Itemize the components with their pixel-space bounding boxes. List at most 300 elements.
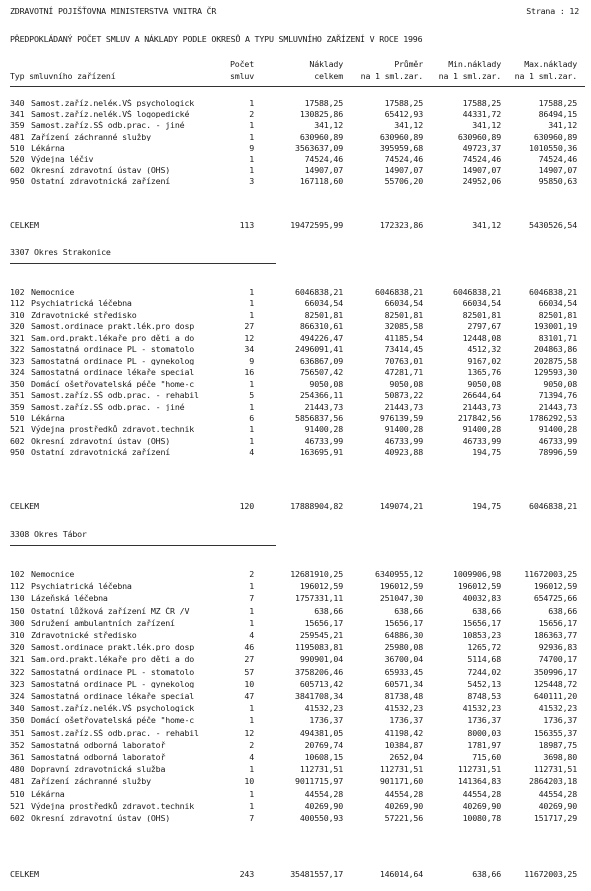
row-cost-total: 14907,07 xyxy=(304,165,343,176)
row-code: 102 xyxy=(10,287,25,297)
total-max: 6046838,21 xyxy=(529,501,577,511)
row-max: 44554,28 xyxy=(538,788,577,799)
row-avg: 6046838,21 xyxy=(375,287,423,297)
row-avg: 64886,30 xyxy=(384,630,423,640)
row-cost-total: 9050,08 xyxy=(309,378,343,389)
row-cost-total: 41532,23 xyxy=(304,703,343,714)
row-type-name: Výdejna prostředků zdravot.technik xyxy=(31,801,195,811)
col-avg-l1: Průměr xyxy=(394,59,423,69)
row-max: 40269,90 xyxy=(538,800,577,811)
row-avg: 15656,17 xyxy=(384,617,423,628)
row-type-name: Samost.zaříz.SŠ odb.prac. - rehabil xyxy=(31,728,199,737)
total-min: 341,12 xyxy=(472,220,501,230)
row-max: 204863,86 xyxy=(533,344,577,355)
row-cost-total: 630960,89 xyxy=(299,131,343,142)
row-max: 74524,46 xyxy=(538,154,577,164)
col-min-l1: Min.náklady xyxy=(448,59,501,69)
row-cost-total: 6046838,21 xyxy=(295,287,343,297)
row-min: 1781,97 xyxy=(467,739,501,750)
row-cost-total: 46733,99 xyxy=(304,435,343,446)
row-type-name: Samostatná ordinace PL - stomatolo xyxy=(31,667,195,676)
row-min: 1009906,98 xyxy=(453,569,501,579)
row-min: 49723,37 xyxy=(462,142,501,153)
row-count: 46 xyxy=(244,642,254,653)
row-cost-total: 9011715,97 xyxy=(295,776,343,787)
table-row xyxy=(0,582,591,593)
table-row xyxy=(0,414,591,425)
row-min: 1365,76 xyxy=(467,367,501,378)
row-max: 82501,81 xyxy=(538,309,577,320)
row-avg: 41532,23 xyxy=(384,703,423,714)
row-min: 8748,53 xyxy=(467,691,501,701)
row-type-name: Samostatná ordinace lékaře special xyxy=(31,368,195,377)
row-count: 1 xyxy=(249,120,254,131)
row-avg: 41185,54 xyxy=(384,332,423,343)
row-type-name: Samostatná odborná laboratoř xyxy=(31,753,166,762)
row-type-name: Samostatná ordinace PL - stomatolo xyxy=(31,345,195,354)
row-count: 1 xyxy=(249,309,254,320)
row-type-name: Sam.ord.prakt.lékaře pro děti a do xyxy=(31,655,195,664)
table-row xyxy=(0,643,591,654)
row-cost-total: 605713,42 xyxy=(299,678,343,689)
row-max: 9050,08 xyxy=(543,378,577,389)
row-min: 638,66 xyxy=(472,605,501,616)
row-max: 156355,37 xyxy=(533,727,577,738)
row-min: 12448,08 xyxy=(462,332,501,343)
row-avg: 41198,42 xyxy=(384,727,423,738)
row-avg: 91400,28 xyxy=(384,424,423,435)
row-cost-total: 12681910,25 xyxy=(290,569,343,579)
row-max: 151717,29 xyxy=(533,813,577,823)
total-label: CELKEM xyxy=(10,869,39,879)
row-type-name: Zdravotnické středisko xyxy=(31,631,137,640)
row-count: 1 xyxy=(249,715,254,726)
row-max: 630960,89 xyxy=(533,131,577,142)
row-min: 7244,02 xyxy=(467,666,501,677)
row-type-name: Psychiatrická léčebna xyxy=(31,582,132,591)
row-count: 57 xyxy=(244,666,254,677)
total-min: 194,75 xyxy=(472,501,501,511)
row-cost-total: 3841708,34 xyxy=(295,691,343,701)
row-min: 715,60 xyxy=(472,752,501,762)
row-code: 510 xyxy=(10,142,25,153)
row-count: 1 xyxy=(249,703,254,714)
table-row xyxy=(0,110,591,121)
row-min: 10080,78 xyxy=(462,813,501,823)
row-type-name: Domácí ošetřovatelská péče "home-c xyxy=(31,716,195,725)
row-count: 27 xyxy=(244,654,254,665)
row-cost-total: 638,66 xyxy=(314,605,343,616)
table-row xyxy=(0,631,591,642)
row-max: 18987,75 xyxy=(538,739,577,750)
table-row xyxy=(0,288,591,299)
row-cost-total: 40269,90 xyxy=(304,800,343,811)
row-max: 91400,28 xyxy=(538,424,577,435)
row-code: 322 xyxy=(10,666,25,677)
row-cost-total: 17588,25 xyxy=(304,98,343,108)
table-row xyxy=(0,619,591,630)
row-count: 7 xyxy=(249,593,254,604)
row-avg: 65412,93 xyxy=(384,109,423,120)
row-count: 1 xyxy=(249,764,254,775)
row-avg: 73414,45 xyxy=(384,344,423,355)
table-row xyxy=(0,357,591,368)
total-count: 113 xyxy=(239,220,254,230)
table-row xyxy=(0,380,591,391)
table-row xyxy=(0,692,591,703)
row-avg: 44554,28 xyxy=(384,788,423,799)
district-title: 3307 Okres Strakonice xyxy=(10,247,111,257)
row-type-name: Zařízení záchranné služby xyxy=(31,777,151,786)
row-count: 2 xyxy=(249,569,254,579)
row-min: 14907,07 xyxy=(462,165,501,176)
row-cost-total: 259545,21 xyxy=(299,630,343,640)
table-row xyxy=(0,594,591,605)
row-type-name: Lékárna xyxy=(31,789,65,798)
row-count: 6 xyxy=(249,412,254,423)
row-min: 1265,72 xyxy=(467,642,501,653)
row-max: 21443,73 xyxy=(538,401,577,412)
row-avg: 66034,54 xyxy=(384,298,423,309)
row-type-name: Okresní zdravotní ústav (OHS) xyxy=(31,814,171,823)
row-cost-total: 82501,81 xyxy=(304,309,343,320)
row-avg: 10384,87 xyxy=(384,739,423,750)
row-count: 1 xyxy=(249,154,254,164)
row-max: 202875,58 xyxy=(533,355,577,366)
organization-name: ZDRAVOTNÍ POJIŠŤOVNA MINISTERSTVA VNITRA ČR xyxy=(10,6,217,16)
row-min: 194,75 xyxy=(472,447,501,458)
row-cost-total: 112731,51 xyxy=(299,764,343,775)
row-code: 321 xyxy=(10,654,25,665)
row-min: 74524,46 xyxy=(462,154,501,164)
row-min: 15656,17 xyxy=(462,617,501,628)
row-avg: 638,66 xyxy=(394,605,423,616)
row-max: 193001,19 xyxy=(533,321,577,332)
row-count: 1 xyxy=(249,287,254,297)
col-count-l2: smluv xyxy=(230,71,254,81)
table-row xyxy=(0,391,591,402)
row-max: 3698,80 xyxy=(543,752,577,762)
total-row xyxy=(0,502,591,513)
row-min: 91400,28 xyxy=(462,424,501,435)
row-max: 112731,51 xyxy=(533,764,577,775)
row-type-name: Samost.zaříz.neléк.VŠ psychologick xyxy=(31,99,195,108)
row-type-name: Okresní zdravotní ústav (OHS) xyxy=(31,436,171,446)
total-max: 11672003,25 xyxy=(524,869,577,879)
row-avg: 21443,73 xyxy=(384,401,423,412)
row-max: 14907,07 xyxy=(538,165,577,176)
header-divider xyxy=(10,86,585,87)
row-max: 66034,54 xyxy=(538,298,577,309)
row-type-name: Nemocnice xyxy=(31,570,75,579)
row-code: 359 xyxy=(10,120,25,131)
row-count: 1 xyxy=(249,581,254,592)
row-avg: 17588,25 xyxy=(384,98,423,108)
row-cost-total: 167118,60 xyxy=(299,176,343,187)
row-avg: 32085,58 xyxy=(384,321,423,332)
table-row xyxy=(0,716,591,727)
row-min: 1736,37 xyxy=(467,715,501,726)
col-max-l2: na 1 sml.zar. xyxy=(514,71,577,81)
row-max: 46733,99 xyxy=(538,435,577,446)
row-type-name: Ostatní zdravotnická zařízení xyxy=(31,177,171,186)
row-max: 83101,71 xyxy=(538,332,577,343)
row-code: 359 xyxy=(10,401,25,412)
row-min: 44554,28 xyxy=(462,788,501,799)
row-count: 1 xyxy=(249,424,254,435)
district-underline xyxy=(10,263,276,264)
row-cost-total: 494226,47 xyxy=(299,332,343,343)
table-row xyxy=(0,144,591,155)
row-code: 300 xyxy=(10,617,25,628)
row-avg: 70763,01 xyxy=(384,355,423,366)
row-min: 112731,51 xyxy=(457,764,501,775)
row-code: 351 xyxy=(10,390,25,401)
row-avg: 57221,56 xyxy=(384,813,423,823)
row-max: 6046838,21 xyxy=(529,287,577,297)
row-min: 9050,08 xyxy=(467,378,501,389)
table-row xyxy=(0,814,591,825)
row-min: 341,12 xyxy=(472,120,501,131)
row-cost-total: 866310,61 xyxy=(299,321,343,332)
total-count: 120 xyxy=(239,501,254,511)
total-count: 243 xyxy=(239,869,254,879)
col-count-l1: Počet xyxy=(230,59,254,69)
row-max: 2864203,18 xyxy=(529,776,577,787)
total-avg: 172323,86 xyxy=(379,220,423,230)
row-type-name: Okresní zdravotní ústav (OHS) xyxy=(31,166,171,175)
row-min: 6046838,21 xyxy=(453,287,501,297)
table-row xyxy=(0,607,591,618)
row-count: 10 xyxy=(244,776,254,787)
row-cost-total: 400550,93 xyxy=(299,813,343,823)
row-avg: 55706,20 xyxy=(384,176,423,187)
row-max: 129593,30 xyxy=(533,367,577,378)
row-max: 638,66 xyxy=(548,605,577,616)
row-min: 8000,03 xyxy=(467,727,501,738)
row-type-name: Samost.zaříz.nelék.VŠ logopedické xyxy=(31,110,190,119)
row-code: 350 xyxy=(10,715,25,726)
row-avg: 901171,60 xyxy=(379,776,423,787)
row-code: 310 xyxy=(10,630,25,640)
row-min: 66034,54 xyxy=(462,298,501,309)
column-headers xyxy=(0,58,591,82)
row-max: 41532,23 xyxy=(538,703,577,714)
row-type-name: Dopravní zdravotnická služba xyxy=(31,765,166,774)
row-cost-total: 494381,05 xyxy=(299,727,343,738)
row-code: 310 xyxy=(10,309,25,320)
row-code: 130 xyxy=(10,593,25,604)
row-count: 1 xyxy=(249,605,254,616)
row-avg: 50873,22 xyxy=(384,390,423,401)
table-row xyxy=(0,345,591,356)
row-cost-total: 66034,54 xyxy=(304,298,343,309)
row-avg: 40923,88 xyxy=(384,447,423,458)
row-cost-total: 21443,73 xyxy=(304,401,343,412)
row-count: 1 xyxy=(249,788,254,799)
row-min: 26644,64 xyxy=(462,390,501,401)
row-max: 196012,59 xyxy=(533,581,577,592)
row-avg: 341,12 xyxy=(394,120,423,131)
row-min: 9167,02 xyxy=(467,355,501,366)
row-code: 521 xyxy=(10,424,25,435)
row-count: 10 xyxy=(244,678,254,689)
row-avg: 196012,59 xyxy=(379,581,423,592)
total-max: 5430526,54 xyxy=(529,220,577,230)
row-cost-total: 1757331,11 xyxy=(295,593,343,604)
table-row xyxy=(0,155,591,166)
total-cost: 17888904,82 xyxy=(290,501,343,511)
row-min: 41532,23 xyxy=(462,703,501,714)
row-code: 520 xyxy=(10,154,25,164)
total-row xyxy=(0,221,591,232)
row-min: 82501,81 xyxy=(462,309,501,320)
row-cost-total: 254366,11 xyxy=(299,390,343,401)
table-row xyxy=(0,765,591,776)
row-count: 47 xyxy=(244,691,254,701)
row-code: 322 xyxy=(10,344,25,355)
district-underline xyxy=(10,545,276,546)
row-type-name: Samost.ordinace prakt.lék.pro dosp xyxy=(31,643,195,652)
page-number: Strana : 12 xyxy=(526,6,579,16)
row-max: 92936,83 xyxy=(538,642,577,653)
table-row xyxy=(0,802,591,813)
row-avg: 112731,51 xyxy=(379,764,423,775)
row-count: 2 xyxy=(249,109,254,120)
table-row xyxy=(0,437,591,448)
row-type-name: Samostatná odborná laboratoř xyxy=(31,740,166,750)
table-row xyxy=(0,425,591,436)
row-avg: 1736,37 xyxy=(389,715,423,726)
row-code: 350 xyxy=(10,378,25,389)
total-cost: 19472595,99 xyxy=(290,220,343,230)
total-avg: 149074,21 xyxy=(379,501,423,511)
row-code: 102 xyxy=(10,569,25,579)
row-code: 481 xyxy=(10,131,25,142)
row-code: 361 xyxy=(10,752,25,762)
row-avg: 81738,48 xyxy=(384,691,423,701)
row-count: 12 xyxy=(244,332,254,343)
row-count: 12 xyxy=(244,727,254,738)
row-avg: 65933,45 xyxy=(384,666,423,677)
col-avg-l2: na 1 sml.zar. xyxy=(360,71,423,81)
table-row xyxy=(0,704,591,715)
table-row xyxy=(0,322,591,333)
row-type-name: Výdejna léčiv xyxy=(31,155,94,164)
row-avg: 25980,08 xyxy=(384,642,423,653)
row-type-name: Ostatní zdravotnická zařízení xyxy=(31,448,171,457)
row-type-name: Zařízení záchranné služby xyxy=(31,132,151,141)
table-row xyxy=(0,133,591,144)
row-avg: 82501,81 xyxy=(384,309,423,320)
table-row xyxy=(0,334,591,345)
row-avg: 60571,34 xyxy=(384,678,423,689)
row-count: 7 xyxy=(249,813,254,823)
row-avg: 976139,59 xyxy=(379,412,423,423)
row-code: 510 xyxy=(10,412,25,423)
row-type-name: Nemocnice xyxy=(31,288,75,297)
row-avg: 630960,89 xyxy=(379,131,423,142)
row-count: 1 xyxy=(249,800,254,811)
row-type-name: Sam.ord.prakt.lékaře pro děti a do xyxy=(31,333,195,343)
table-row xyxy=(0,166,591,177)
total-label: CELKEM xyxy=(10,501,39,511)
total-avg: 146014,64 xyxy=(379,869,423,879)
row-max: 1010550,36 xyxy=(529,142,577,153)
row-code: 510 xyxy=(10,788,25,799)
table-row xyxy=(0,448,591,459)
row-min: 10853,23 xyxy=(462,630,501,640)
row-max: 15656,17 xyxy=(538,617,577,628)
row-cost-total: 341,12 xyxy=(314,120,343,131)
col-cost-l1: Náklady xyxy=(309,59,343,69)
row-type-name: Ostatní lůžková zařízení MZ ČR /V xyxy=(31,606,190,615)
total-min: 638,66 xyxy=(472,869,501,879)
row-code: 351 xyxy=(10,727,25,738)
table-row xyxy=(0,753,591,764)
row-code: 323 xyxy=(10,678,25,689)
row-avg: 2652,04 xyxy=(389,752,423,762)
row-code: 324 xyxy=(10,367,25,378)
table-row xyxy=(0,680,591,691)
row-max: 186363,77 xyxy=(533,630,577,640)
row-count: 2 xyxy=(249,739,254,750)
row-type-name: Samostatná ordinace PL - gynekolog xyxy=(31,356,195,365)
row-count: 1 xyxy=(249,298,254,309)
district-title: 3308 Okres Tábor xyxy=(10,529,87,539)
row-max: 640111,20 xyxy=(533,691,577,701)
row-code: 521 xyxy=(10,800,25,811)
row-cost-total: 196012,59 xyxy=(299,581,343,592)
row-count: 1 xyxy=(249,401,254,412)
row-min: 21443,73 xyxy=(462,401,501,412)
row-code: 950 xyxy=(10,176,25,187)
row-code: 323 xyxy=(10,355,25,366)
row-type-name: Samost.zaříz.nelék.VŠ psychologick xyxy=(31,704,195,713)
table-row xyxy=(0,655,591,666)
row-count: 1 xyxy=(249,435,254,446)
row-code: 352 xyxy=(10,739,25,750)
row-cost-total: 1736,37 xyxy=(309,715,343,726)
row-cost-total: 74524,46 xyxy=(304,154,343,164)
table-row xyxy=(0,741,591,752)
total-label: CELKEM xyxy=(10,220,39,230)
row-type-name: Samost.zaříz.SŠ odb.prac. - jiné xyxy=(31,402,185,411)
row-cost-total: 163695,91 xyxy=(299,447,343,458)
row-cost-total: 5856837,56 xyxy=(295,412,343,423)
row-min: 2797,67 xyxy=(467,321,501,332)
row-type-name: Samostatná ordinace PL - gynekolog xyxy=(31,679,195,689)
row-type-name: Zdravotnické středisko xyxy=(31,310,137,320)
row-max: 86494,15 xyxy=(538,109,577,120)
row-count: 4 xyxy=(249,447,254,458)
row-count: 9 xyxy=(249,355,254,366)
row-max: 341,12 xyxy=(548,120,577,131)
table-row xyxy=(0,311,591,322)
row-avg: 251047,30 xyxy=(379,593,423,604)
row-max: 17588,25 xyxy=(538,98,577,108)
row-count: 9 xyxy=(249,142,254,153)
row-count: 3 xyxy=(249,176,254,187)
row-count: 1 xyxy=(249,131,254,142)
row-min: 5452,13 xyxy=(467,678,501,689)
row-cost-total: 44554,28 xyxy=(304,788,343,799)
row-avg: 36700,04 xyxy=(384,654,423,665)
row-min: 630960,89 xyxy=(457,131,501,142)
row-max: 1786292,53 xyxy=(529,412,577,423)
row-type-name: Lékárna xyxy=(31,413,65,423)
row-max: 654725,66 xyxy=(533,593,577,604)
